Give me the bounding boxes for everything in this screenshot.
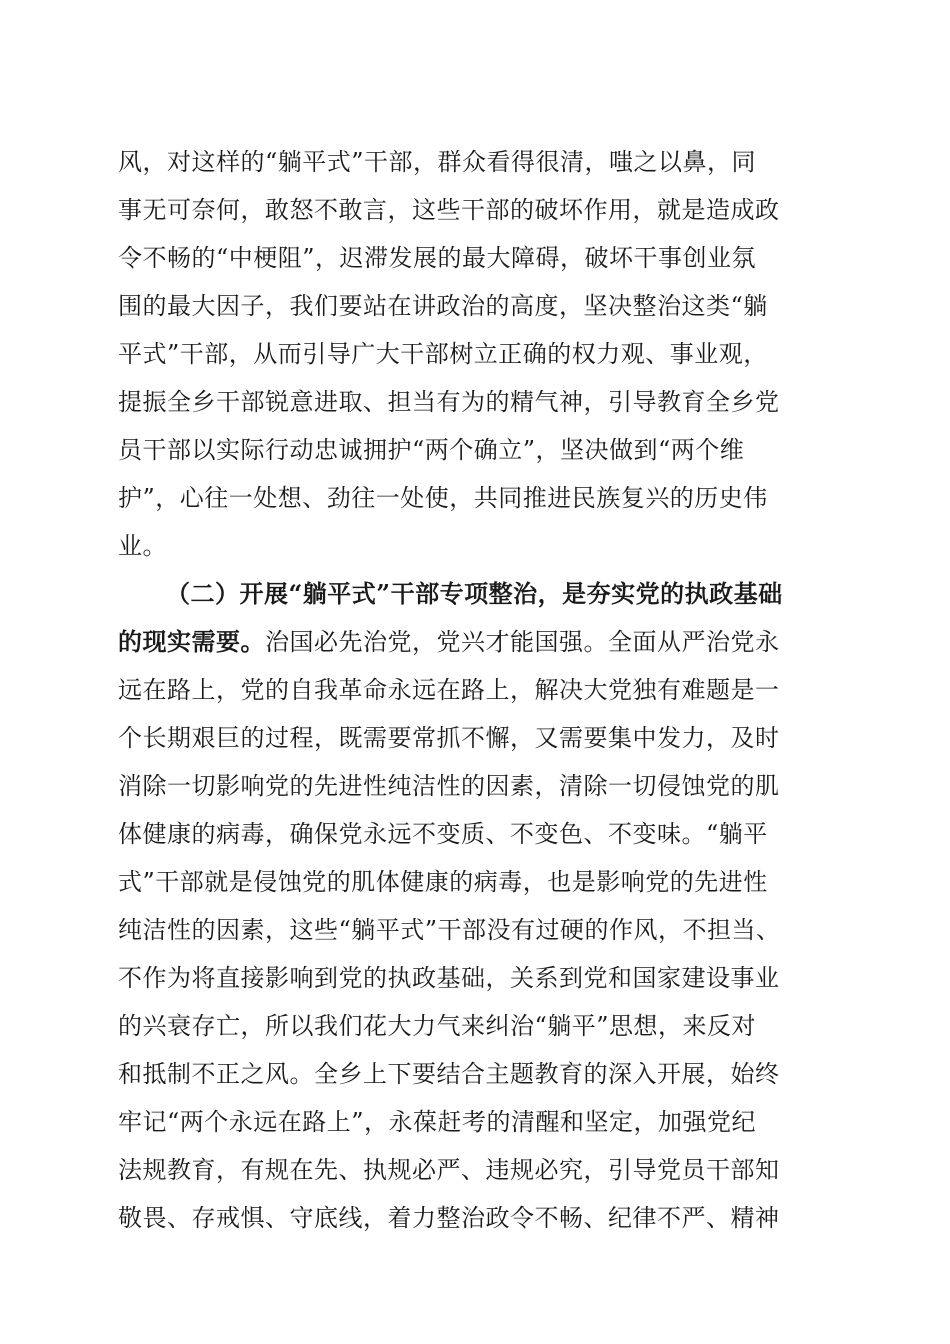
body-text-line: 围的最大因子，我们要站在讲政治的高度，坚决整治这类“躺 [118,292,768,320]
body-text-line: 牢记“两个永远在路上”，永葆赶考的清醒和坚定，加强党纪 [118,1108,757,1136]
body-text-line: 式”干部就是侵蚀党的肌体健康的病毒，也是影响党的先进性 [118,868,768,896]
body-text-segment: 治国必先治党，党兴才能国强。全面从严治党永 [265,628,780,656]
body-text-line: 业。 [118,532,167,560]
body-text-line: 不作为将直接影响到党的执政基础，关系到党和国家建设事业 [118,964,780,992]
body-text-line: 法规教育，有规在先、执规必严、违规必究，引导党员干部知 [118,1156,780,1184]
body-text-line: 个长期艰巨的过程，既需要常抓不懈，又需要集中发力，及时 [118,724,780,752]
body-text-line: 和抵制不正之风。全乡上下要结合主题教育的深入开展，始终 [118,1060,780,1088]
body-text-line: 令不畅的“中梗阻”，迟滞发展的最大障碍，破坏干事创业氛 [118,244,757,272]
body-text-line: 体健康的病毒，确保党永远不变质、不变色、不变味。“躺平 [118,820,768,848]
body-text-line: 平式”干部，从而引导广大干部树立正确的权力观、事业观， [118,340,768,368]
body-text-line: 消除一切影响党的先进性纯洁性的因素，清除一切侵蚀党的肌 [118,772,780,800]
body-text-line: 事无可奈何，敢怒不敢言，这些干部的破坏作用，就是造成政 [118,196,780,224]
body-text-line: 员干部以实际行动忠诚拥护“两个确立”，坚决做到“两个维 [118,436,745,464]
body-text-line: 敬畏、存戒惧、守底线，着力整治政令不畅、纪律不严、精神 [118,1204,780,1232]
section-heading: （二）开展“躺平式”干部专项整治，是夯实党的执政基础 [166,579,783,608]
body-text-line: 护”，心往一处想、劲往一处使，共同推进民族复兴的历史伟 [118,484,768,512]
body-text-line: 纯洁性的因素，这些“躺平式”干部没有过硬的作风，不担当、 [118,916,781,944]
body-text-line: 风，对这样的“躺平式”干部，群众看得很清，嗤之以鼻，同 [118,148,757,176]
body-text-line: 的兴衰存亡，所以我们花大力气来纠治“躺平”思想，来反对 [118,1012,757,1040]
body-text-line: 提振全乡干部锐意进取、担当有为的精气神，引导教育全乡党 [118,388,780,416]
section-heading-tail: 的现实需要。 [118,627,265,656]
section-heading-continued [118,618,830,666]
body-text-line: 远在路上，党的自我革命永远在路上，解决大党独有难题是一 [118,676,780,704]
